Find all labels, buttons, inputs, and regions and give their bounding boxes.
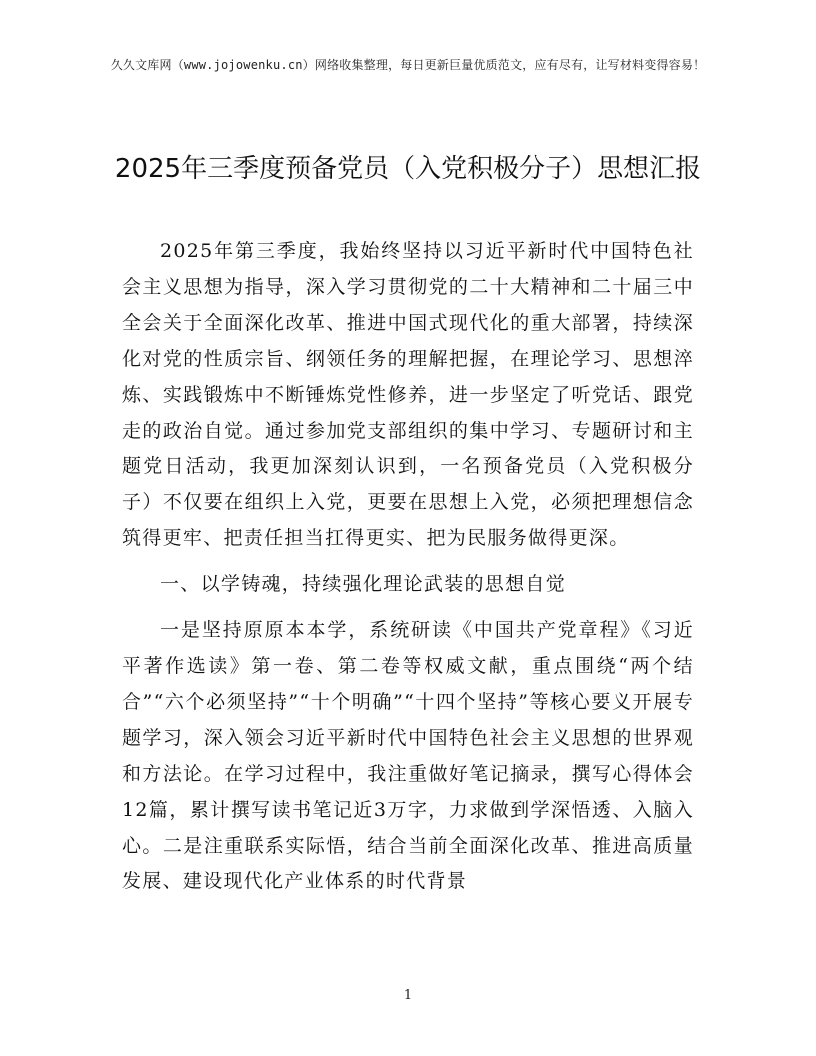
paragraph-study: 一是坚持原原本本学，系统研读《中国共产党章程》《习近平著作选读》第一卷、第二卷等权威文献，重点围绕“两个结合”“六个必须坚持”“十个明确”“十四个坚持”等核心要义开展专题学习，深入领会习近平新时代中国特色社会主义思想的世界观和方法论。在学习过程中，我注重做好笔记摘录，撰写心得体会12篇，累计撰写读书笔记近3万字，力求做到学深悟透、入脑入心。二是注重联系实际悟，结合当前全面深化改革、推进高质量发展、建设现代化产业体系的时代背景: [122, 619, 694, 893]
section-heading: 一、以学铸魂，持续强化理论武装的思想自觉: [160, 573, 567, 596]
page-number: 1: [403, 988, 413, 1003]
page-header: 久久文库网（www.jojowenku.cn）网络收集整理，每日更新巨量优质范文，应有尽有，让写材料变得容易！: [110, 58, 706, 72]
document-body: [122, 234, 694, 910]
document-title: 2025年三季度预备党员（入党积极分子）思想汇报: [114, 154, 702, 184]
paragraph-intro: 2025年第三季度，我始终坚持以习近平新时代中国特色社会主义思想为指导，深入学习贯彻党的二十大精神和二十届三中全会关于全面深化改革、推进中国式现代化的重大部署，持续深化对党的性质宗旨、纲领任务的理解把握，在理论学习、思想淬炼、实践锻炼中不断锤炼党性修养，进一步坚定了听党话、跟党走的政治自觉。通过参加党支部组织的集中学习、专题研讨和主题党日活动，我更加深刻认识到，一名预备党员（入党积极分子）不仅要在组织上入党，更要在思想上入党，必须把理想信念筑得更牢、把责任担当扛得更实、把为民服务做得更深。: [122, 240, 694, 550]
